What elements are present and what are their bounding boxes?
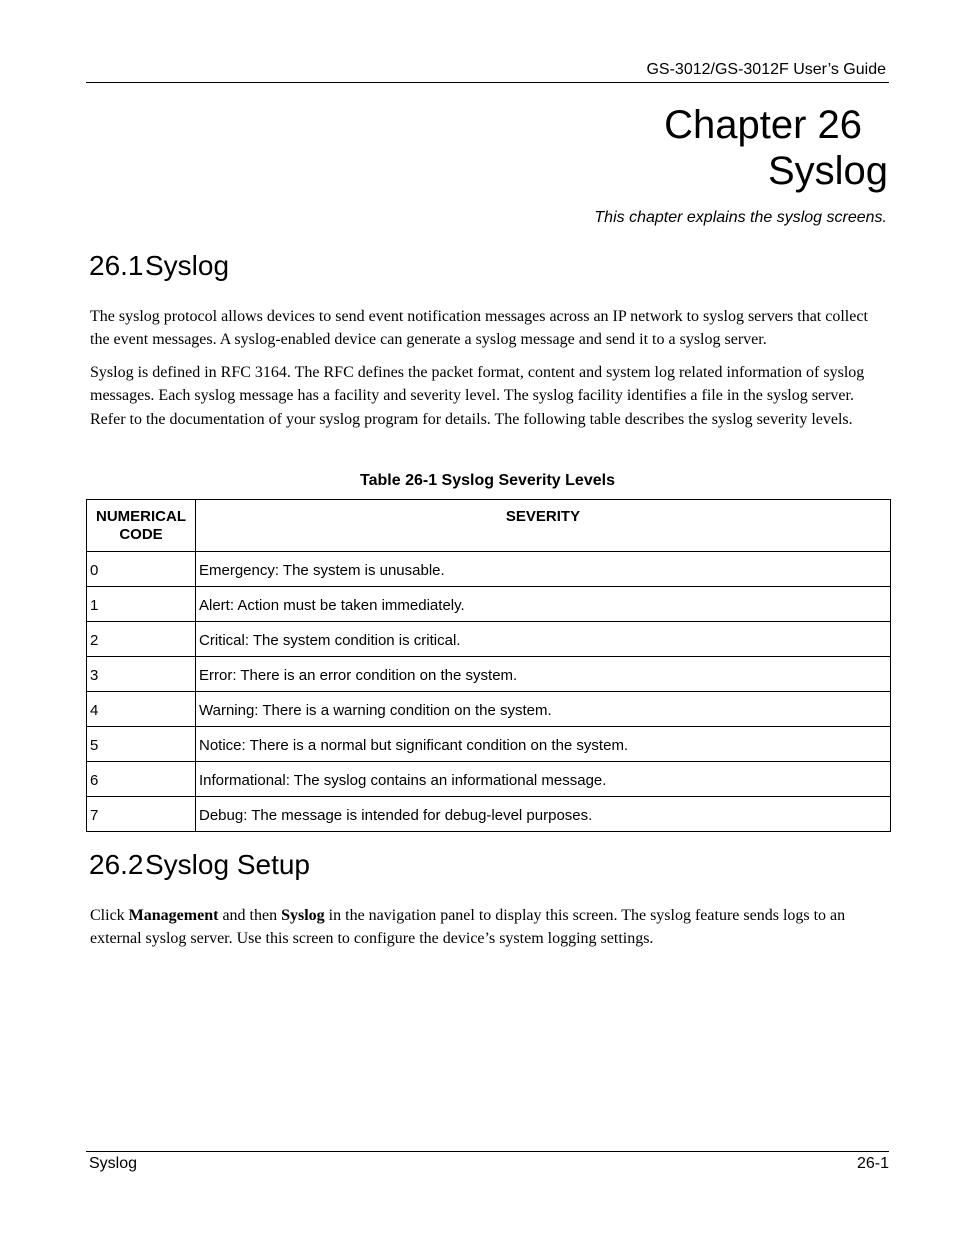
cell-code: 6 xyxy=(87,762,196,797)
table-row xyxy=(87,657,891,692)
paragraph: The syslog protocol allows devices to send event notification messages across an IP network to syslog servers that collect the event messages. A syslog-enabled device can generate a syslog message and send it to a syslog server. xyxy=(90,308,868,349)
table-caption: Table 26-1 Syslog Severity Levels xyxy=(360,472,615,489)
table-row xyxy=(87,692,891,727)
table-row xyxy=(87,587,891,622)
section-number: 26.1 xyxy=(89,250,144,281)
paragraph-text: Click xyxy=(90,907,129,924)
guide-title: GS-3012/GS-3012F User’s Guide xyxy=(646,61,886,78)
cell-code: 0 xyxy=(87,552,196,587)
paragraph-text: in the navigation panel to display this screen. The syslog feature sends logs to an external syslog server. Use this screen to configure the device’s system logging settings. xyxy=(90,907,846,948)
cell-severity: Debug: The message is intended for debug-level purposes. xyxy=(196,797,891,832)
section-number: 26.2 xyxy=(89,849,144,880)
section-title: Syslog xyxy=(145,250,230,281)
cell-code: 5 xyxy=(87,727,196,762)
cell-severity: Notice: There is a normal but significant condition on the system. xyxy=(196,727,891,762)
chapter-number: Chapter 26 xyxy=(664,103,862,147)
page-number: 26-1 xyxy=(856,1155,889,1172)
table-row xyxy=(87,727,891,762)
column-header-code xyxy=(87,500,196,552)
column-header-code-line1: NUMERICAL xyxy=(96,508,186,525)
chapter-intro: This chapter explains the syslog screens. xyxy=(594,209,887,226)
cell-severity: Warning: There is a warning condition on the system. xyxy=(196,692,891,727)
table-row xyxy=(87,552,891,587)
chapter-title xyxy=(664,102,888,194)
section-title: Syslog Setup xyxy=(145,849,310,880)
table-row xyxy=(87,762,891,797)
page-header xyxy=(86,58,889,83)
paragraph: Syslog is defined in RFC 3164. The RFC defines the packet format, content and system log related information of syslog messages. Each syslog message has a facility and severity level. The syslog facility identifies a file in the syslog server. Refer to the documentation of your syslog program for details. The following table describes the syslog severity levels. xyxy=(90,364,865,428)
cell-severity: Alert: Action must be taken immediately. xyxy=(196,587,891,622)
menu-reference-management: Management xyxy=(128,907,219,924)
cell-severity: Error: There is an error condition on the system. xyxy=(196,657,891,692)
paragraph-text: and then xyxy=(218,907,282,924)
table-row xyxy=(87,622,891,657)
footer-chapter-name: Syslog xyxy=(89,1155,138,1172)
cell-code: 7 xyxy=(87,797,196,832)
cell-severity: Informational: The syslog contains an informational message. xyxy=(196,762,891,797)
cell-severity: Critical: The system condition is critical. xyxy=(196,622,891,657)
menu-reference-syslog: Syslog xyxy=(281,907,325,924)
cell-code: 2 xyxy=(87,622,196,657)
cell-code: 1 xyxy=(87,587,196,622)
severity-table xyxy=(86,499,891,832)
page-footer xyxy=(86,1151,889,1172)
paragraph xyxy=(90,904,890,951)
cell-code: 4 xyxy=(87,692,196,727)
chapter-name: Syslog xyxy=(767,149,888,193)
column-header-severity: SEVERITY xyxy=(196,500,891,552)
section-heading-syslog xyxy=(89,250,229,282)
cell-severity: Emergency: The system is unusable. xyxy=(196,552,891,587)
cell-code: 3 xyxy=(87,657,196,692)
column-header-code-line2: CODE xyxy=(119,526,163,543)
table-row xyxy=(87,797,891,832)
section-heading-syslog-setup xyxy=(89,849,310,881)
table-header-row xyxy=(87,500,891,552)
